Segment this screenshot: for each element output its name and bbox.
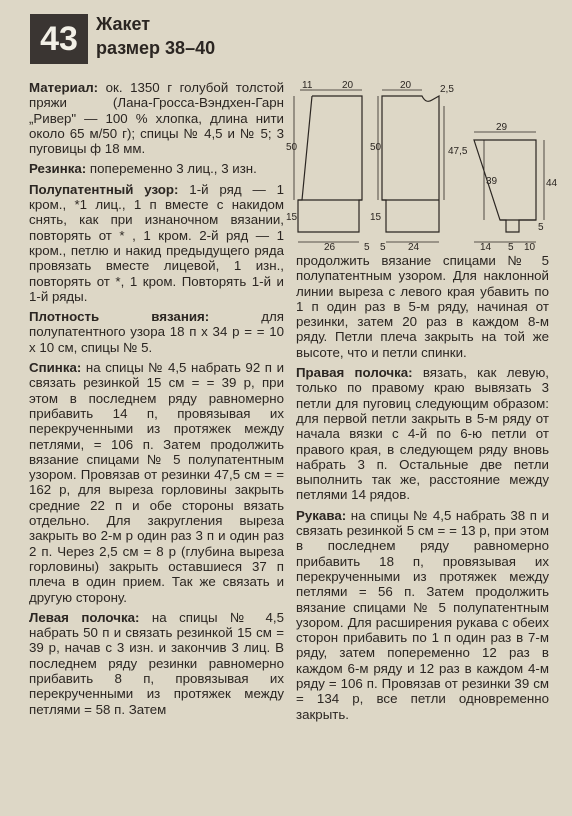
paragraph bbox=[29, 360, 284, 605]
pattern-number: 43 bbox=[30, 14, 88, 64]
paragraph bbox=[29, 309, 284, 355]
paragraph-heading: Полупатентный узор: bbox=[29, 181, 179, 197]
paragraph-text: продолжить вязание спицами № 5 полупатентным узором. Для наклонной линии выреза с левого края убавить по 1 п один раз в 5-м ряду, начиная от резинки, затем 20 раз в каждом 8-м ряду. Петли плеча закрыть на той же высоте, что и петли спинки. bbox=[296, 253, 549, 360]
paragraph bbox=[29, 610, 284, 717]
paragraph-text: вязать, как левую, только по правому краю вывязать 3 петли для пуговиц следующим образом: для первой петли закрыть в 5-м ряду от начала вязки с 4-й по 6-ю петли от правого края, в следующем ряду вновь набрать 3 п. Остальные две петли выполнить так же, расстояние между петлями 14 рядов. bbox=[296, 365, 549, 503]
dim-front-side: 5 bbox=[364, 242, 370, 253]
pattern-schematic bbox=[284, 80, 558, 253]
page-title bbox=[96, 12, 215, 60]
dim-front-top2: 20 bbox=[342, 80, 354, 91]
dim-sleeve-top: 29 bbox=[496, 122, 508, 133]
paragraph-heading: Материал: bbox=[29, 80, 99, 95]
paragraph-text: на спицы № 4,5 набрать 92 п и связать резинкой 15 см = = 39 р, при этом в последнем ряду равномерно прибавить 14 п, провязывая их перекрученными из протяжек между петлями, = 106 п. Затем продолжить вязание спицами № 5 полупатентным узором. Провязав от резинки 47,5 см = = 162 р, для выреза горловины закрыть средние 22 п и обе стороны вязать отдельно. Для закругления выреза закрыть во 2-м р один раз 3 п и один раз 2 п. Через 2,5 см = 8 р (глубина выреза горловины) закрыть оставшиеся 37 п плеча в один прием. Так же связать и другую сторону. bbox=[29, 360, 284, 605]
right-column bbox=[296, 253, 549, 727]
dim-front-bottom: 26 bbox=[324, 242, 336, 253]
paragraph-text: на спицы № 4,5 набрать 50 п и связать резинкой 15 см = 39 р, начав с 3 изн. и закончив 3 лиц. В последнем ряду резинки равномерно прибавить 8 п, провязывая их перекрученными из протяжек между петлями = 58 п. Затем bbox=[29, 609, 285, 717]
paragraph bbox=[296, 253, 549, 360]
dim-back-bottom: 24 bbox=[408, 242, 420, 253]
dim-front-rib: 15 bbox=[286, 212, 298, 223]
paragraph bbox=[296, 365, 549, 503]
dim-back-rib: 15 bbox=[370, 212, 382, 223]
dim-sleeve-b1: 14 bbox=[480, 242, 492, 253]
front-outline bbox=[382, 96, 439, 232]
paragraph-text: 1-й ряд — 1 кром., *1 лиц., 1 п вместе с накидом снять, как при изнаночном вязании, повторять от * , 1 кром. 2-й ряд — 1 кром., петлю и накид предыдущего ряда провязать вместе лицевой, 1 изн., повторять от *, 1 кром. Повторять 1-й и 1-й ряды. bbox=[29, 181, 284, 304]
paragraph-heading: Резинка: bbox=[29, 161, 87, 177]
dim-back-neck: 2,5 bbox=[440, 84, 454, 95]
dim-sleeve-height: 39 bbox=[486, 176, 498, 187]
dim-back-top: 20 bbox=[400, 80, 412, 91]
paragraph-heading: Рукава: bbox=[296, 507, 347, 523]
paragraph-heading: Левая полочка: bbox=[29, 609, 140, 625]
paragraph bbox=[29, 182, 284, 304]
paragraph-text: для полупатентного узора 18 п х 34 р = = 10 х 10 см, спицы № 5. bbox=[29, 309, 284, 355]
paragraph-text: на спицы № 4,5 набрать 38 п и связать резинкой 5 см = = 13 р, при этом в последнем ряду равномерно прибавить 18 п, провязывая их перекрученными из протяжек между петлями = 56 п. Затем продолжить вязание спицами № 5 полупатентным узором. Для расширения рукава с обеих сторон прибавить по 1 п один раз в 7-м ряду, затем попеременно 12 раз в каждом 6-м ряду и 12 раз в каждом 4-м ряду = 106 п. Провязав от резинки 39 см = 134 р, все петли одновременно закрыть. bbox=[296, 507, 549, 722]
dim-sleeve-b2: 5 bbox=[508, 242, 514, 253]
garment-size: размер 38–40 bbox=[96, 38, 216, 58]
paragraph bbox=[296, 508, 549, 722]
paragraph-text: ок. 1350 г голубой толстой пряжи (Лана-Гросса-Вэндхен-Гарн „Ривер" — 100 % хлопка, длина нити около 65 м/50 г); спицы № 4,5 и № 5; 3 пуговицы ф 18 мм. bbox=[29, 80, 284, 157]
paragraph-heading: Плотность вязания: bbox=[29, 309, 210, 325]
dim-back-height2: 47,5 bbox=[448, 146, 468, 157]
dim-front-height: 50 bbox=[286, 142, 298, 153]
dim-front-top1: 11 bbox=[302, 80, 313, 91]
sleeve-outline bbox=[474, 140, 536, 232]
paragraph-heading: Спинка: bbox=[29, 360, 82, 376]
back-outline bbox=[298, 96, 362, 232]
paragraph bbox=[29, 80, 284, 156]
dim-back-height: 50 bbox=[370, 142, 382, 153]
dim-sleeve-b3: 10 bbox=[524, 242, 536, 253]
paragraph-heading: Правая полочка: bbox=[296, 365, 413, 381]
left-column bbox=[29, 80, 284, 722]
dim-sleeve-height2: 44 bbox=[546, 178, 558, 189]
paragraph-text: попеременно 3 лиц., 3 изн. bbox=[86, 161, 257, 177]
garment-name: Жакет bbox=[96, 14, 151, 34]
paragraph bbox=[29, 161, 284, 176]
dim-sleeve-rib: 5 bbox=[538, 222, 544, 233]
dim-back-side: 5 bbox=[380, 242, 386, 253]
